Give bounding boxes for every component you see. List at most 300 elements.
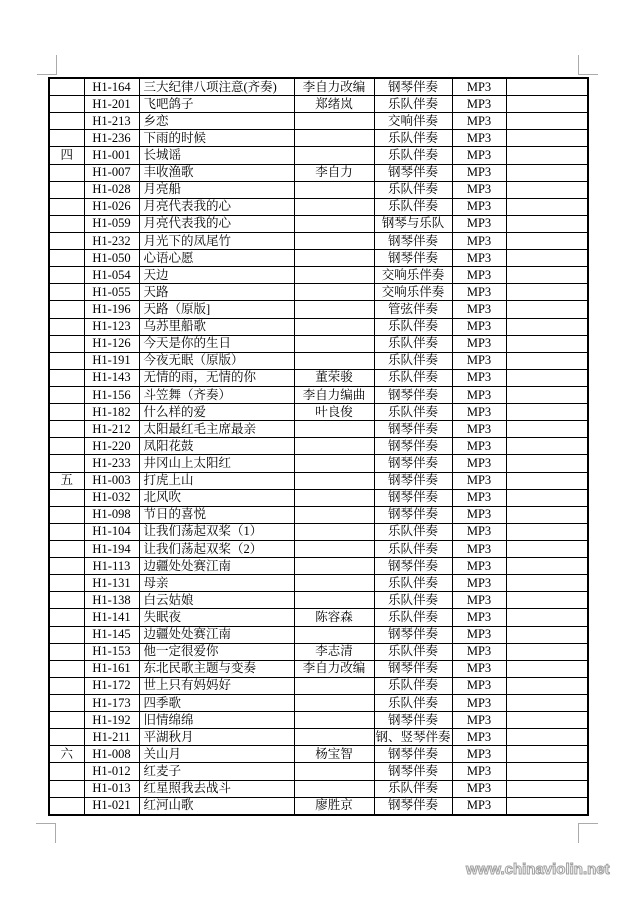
cell-notes [506,763,588,780]
cell-format: MP3 [452,215,506,232]
table-row [49,438,588,455]
cell-accompaniment: 钢琴伴奏 [374,455,452,472]
cell-accompaniment: 钢琴伴奏 [374,489,452,506]
cell-section [49,523,84,540]
cell-notes [506,575,588,592]
cell-format: MP3 [452,609,506,626]
cell-section [49,130,84,147]
cell-accompaniment: 乐队伴奏 [374,352,452,369]
cell-notes [506,164,588,181]
cell-format: MP3 [452,198,506,215]
cell-title: 今夜无眠（原版） [139,352,294,369]
table-row [49,780,588,797]
margin-mark-top-right [578,55,598,75]
cell-section [49,575,84,592]
cell-id: H1-192 [84,712,139,729]
cell-id: H1-113 [84,558,139,575]
cell-format: MP3 [452,113,506,130]
cell-title: 让我们荡起双桨（1） [139,523,294,540]
cell-notes [506,181,588,198]
cell-accompaniment: 管弦伴奏 [374,301,452,318]
cell-format: MP3 [452,643,506,660]
cell-section [49,421,84,438]
cell-section [49,250,84,267]
cell-arranger: 杨宝智 [294,746,374,763]
cell-accompaniment: 钢琴与乐队 [374,215,452,232]
cell-format: MP3 [452,438,506,455]
cell-notes [506,301,588,318]
cell-section: 六 [49,746,84,763]
cell-accompaniment: 交响乐伴奏 [374,284,452,301]
cell-format: MP3 [452,763,506,780]
cell-accompaniment: 钢琴伴奏 [374,626,452,643]
table-row [49,335,588,352]
table-row [49,147,588,164]
table-row [49,352,588,369]
cell-accompaniment: 钢琴伴奏 [374,387,452,404]
cell-section [49,301,84,318]
cell-format: MP3 [452,558,506,575]
cell-accompaniment: 钢琴伴奏 [374,233,452,250]
cell-format: MP3 [452,318,506,335]
table-row [49,626,588,643]
cell-format: MP3 [452,455,506,472]
cell-title: 太阳最红毛主席最亲 [139,421,294,438]
cell-title: 月亮代表我的心 [139,215,294,232]
cell-title: 乡恋 [139,113,294,130]
cell-section [49,113,84,130]
cell-arranger [294,694,374,711]
table-row [49,506,588,523]
cell-id: H1-220 [84,438,139,455]
cell-arranger [294,352,374,369]
cell-title: 打虎上山 [139,472,294,489]
cell-notes [506,489,588,506]
cell-notes [506,369,588,386]
cell-notes [506,352,588,369]
cell-arranger [294,438,374,455]
cell-accompaniment: 乐队伴奏 [374,592,452,609]
cell-accompaniment: 乐队伴奏 [374,335,452,352]
cell-id: H1-123 [84,318,139,335]
table-row [49,96,588,113]
cell-section [49,712,84,729]
cell-id: H1-126 [84,335,139,352]
cell-title: 丰收渔歌 [139,164,294,181]
table-row [49,540,588,557]
cell-accompaniment: 乐队伴奏 [374,130,452,147]
margin-mark-bottom-left [36,823,56,843]
cell-notes [506,643,588,660]
cell-notes [506,267,588,284]
cell-format: MP3 [452,164,506,181]
cell-format: MP3 [452,797,506,815]
cell-section [49,643,84,660]
cell-title: 心语心愿 [139,250,294,267]
cell-notes [506,780,588,797]
cell-section [49,729,84,746]
cell-accompaniment: 交响伴奏 [374,113,452,130]
cell-notes [506,797,588,815]
cell-notes [506,592,588,609]
table-row [49,472,588,489]
cell-accompaniment: 钢琴伴奏 [374,472,452,489]
table-row [49,558,588,575]
cell-notes [506,712,588,729]
cell-section [49,592,84,609]
cell-title: 天路 [139,284,294,301]
cell-format: MP3 [452,421,506,438]
cell-notes [506,506,588,523]
cell-section [49,455,84,472]
cell-accompaniment: 钢琴伴奏 [374,438,452,455]
cell-arranger [294,472,374,489]
cell-format: MP3 [452,780,506,797]
cell-accompaniment: 乐队伴奏 [374,677,452,694]
cell-id: H1-131 [84,575,139,592]
cell-id: H1-196 [84,301,139,318]
cell-id: H1-201 [84,96,139,113]
cell-id: H1-182 [84,404,139,421]
cell-notes [506,284,588,301]
cell-title: 井冈山上太阳红 [139,455,294,472]
table-row [49,421,588,438]
cell-title: 失眠夜 [139,609,294,626]
cell-title: 月亮船 [139,181,294,198]
cell-arranger [294,147,374,164]
cell-notes [506,404,588,421]
cell-arranger [294,677,374,694]
cell-accompaniment: 乐队伴奏 [374,575,452,592]
table-row [49,198,588,215]
cell-title: 让我们荡起双桨（2） [139,540,294,557]
cell-title: 月光下的凤尾竹 [139,233,294,250]
cell-id: H1-059 [84,215,139,232]
cell-title: 世上只有妈妈好 [139,677,294,694]
repertoire-table [48,77,589,816]
cell-section [49,489,84,506]
cell-arranger: 董荣骏 [294,369,374,386]
cell-arranger: 郑绪岚 [294,96,374,113]
cell-arranger [294,626,374,643]
cell-section [49,404,84,421]
cell-arranger [294,763,374,780]
cell-arranger: 廖胜京 [294,797,374,815]
cell-notes [506,660,588,677]
cell-format: MP3 [452,489,506,506]
cell-arranger [294,506,374,523]
cell-arranger [294,181,374,198]
cell-id: H1-211 [84,729,139,746]
cell-title: 长城谣 [139,147,294,164]
cell-title: 母亲 [139,575,294,592]
table-row [49,387,588,404]
cell-arranger: 李自力编曲 [294,387,374,404]
cell-section [49,267,84,284]
cell-id: H1-001 [84,147,139,164]
cell-arranger [294,421,374,438]
cell-id: H1-212 [84,421,139,438]
cell-notes [506,335,588,352]
table-row [49,455,588,472]
cell-id: H1-194 [84,540,139,557]
cell-notes [506,626,588,643]
cell-id: H1-104 [84,523,139,540]
cell-accompaniment: 钢琴伴奏 [374,660,452,677]
cell-format: MP3 [452,729,506,746]
cell-id: H1-156 [84,387,139,404]
cell-format: MP3 [452,352,506,369]
cell-notes [506,215,588,232]
cell-title: 关山月 [139,746,294,763]
cell-accompaniment: 钢琴伴奏 [374,763,452,780]
cell-id: H1-026 [84,198,139,215]
cell-section [49,558,84,575]
cell-id: H1-161 [84,660,139,677]
cell-arranger [294,250,374,267]
cell-section [49,626,84,643]
cell-arranger [294,215,374,232]
table-row [49,215,588,232]
cell-id: H1-008 [84,746,139,763]
cell-format: MP3 [452,677,506,694]
cell-format: MP3 [452,267,506,284]
margin-mark-top-left [37,55,57,75]
cell-id: H1-164 [84,78,139,96]
table-row [49,694,588,711]
cell-notes [506,540,588,557]
table-row [49,78,588,96]
table-row [49,489,588,506]
cell-arranger [294,455,374,472]
table-row [49,130,588,147]
cell-format: MP3 [452,387,506,404]
cell-notes [506,250,588,267]
cell-format: MP3 [452,301,506,318]
cell-id: H1-007 [84,164,139,181]
cell-accompaniment: 乐队伴奏 [374,369,452,386]
cell-accompaniment: 乐队伴奏 [374,96,452,113]
table-row [49,575,588,592]
cell-notes [506,78,588,96]
cell-accompaniment: 钢琴伴奏 [374,506,452,523]
cell-title: 白云姑娘 [139,592,294,609]
cell-format: MP3 [452,250,506,267]
cell-id: H1-141 [84,609,139,626]
cell-format: MP3 [452,233,506,250]
cell-title: 乌苏里船歌 [139,318,294,335]
cell-format: MP3 [452,147,506,164]
cell-id: H1-145 [84,626,139,643]
cell-title: 红麦子 [139,763,294,780]
cell-title: 无情的雨，无情的你 [139,369,294,386]
table-row [49,660,588,677]
cell-arranger: 李自力 [294,164,374,181]
table-row [49,301,588,318]
cell-accompaniment: 钢琴伴奏 [374,421,452,438]
cell-section [49,215,84,232]
cell-accompaniment: 乐队伴奏 [374,523,452,540]
cell-accompaniment: 乐队伴奏 [374,404,452,421]
cell-accompaniment: 乐队伴奏 [374,181,452,198]
cell-title: 旧情绵绵 [139,712,294,729]
cell-format: MP3 [452,523,506,540]
cell-notes [506,438,588,455]
cell-section [49,164,84,181]
cell-id: H1-098 [84,506,139,523]
cell-id: H1-172 [84,677,139,694]
cell-id: H1-233 [84,455,139,472]
table-row [49,318,588,335]
cell-id: H1-191 [84,352,139,369]
cell-section [49,797,84,815]
cell-format: MP3 [452,78,506,96]
cell-title: 节日的喜悦 [139,506,294,523]
cell-notes [506,523,588,540]
table-row [49,609,588,626]
cell-format: MP3 [452,575,506,592]
cell-accompaniment: 乐队伴奏 [374,318,452,335]
cell-format: MP3 [452,284,506,301]
cell-section [49,506,84,523]
table-row [49,643,588,660]
cell-id: H1-054 [84,267,139,284]
cell-format: MP3 [452,404,506,421]
cell-section: 五 [49,472,84,489]
cell-accompaniment: 乐队伴奏 [374,694,452,711]
cell-section [49,352,84,369]
cell-title: 边疆处处赛江南 [139,626,294,643]
cell-notes [506,113,588,130]
cell-accompaniment: 乐队伴奏 [374,609,452,626]
cell-format: MP3 [452,506,506,523]
cell-notes [506,233,588,250]
cell-id: H1-153 [84,643,139,660]
cell-section [49,284,84,301]
cell-notes [506,746,588,763]
cell-section [49,540,84,557]
cell-arranger [294,198,374,215]
cell-id: H1-138 [84,592,139,609]
cell-arranger [294,592,374,609]
table-row [49,284,588,301]
cell-title: 什么样的爱 [139,404,294,421]
cell-accompaniment: 钢琴伴奏 [374,712,452,729]
cell-id: H1-003 [84,472,139,489]
cell-accompaniment: 钢琴伴奏 [374,558,452,575]
cell-format: MP3 [452,592,506,609]
cell-title: 天路（原版] [139,301,294,318]
cell-arranger: 叶良俊 [294,404,374,421]
cell-arranger: 李自力改编 [294,78,374,96]
cell-section [49,609,84,626]
cell-id: H1-028 [84,181,139,198]
cell-format: MP3 [452,472,506,489]
table-row [49,523,588,540]
cell-title: 斗笠舞（齐奏） [139,387,294,404]
table-row [49,164,588,181]
cell-section [49,181,84,198]
cell-format: MP3 [452,660,506,677]
cell-accompaniment: 乐队伴奏 [374,643,452,660]
table-row [49,181,588,198]
table-row [49,797,588,815]
cell-arranger: 陈容森 [294,609,374,626]
cell-notes [506,198,588,215]
cell-notes [506,729,588,746]
cell-format: MP3 [452,369,506,386]
watermark: www.chinaviolin.net [466,861,610,878]
cell-title: 天边 [139,267,294,284]
cell-section [49,780,84,797]
cell-id: H1-050 [84,250,139,267]
cell-section [49,763,84,780]
cell-notes [506,677,588,694]
cell-arranger [294,233,374,250]
cell-notes [506,387,588,404]
cell-arranger: 李自力改编 [294,660,374,677]
cell-accompaniment: 乐队伴奏 [374,780,452,797]
cell-section [49,660,84,677]
cell-id: H1-055 [84,284,139,301]
table-row [49,113,588,130]
cell-title: 平湖秋月 [139,729,294,746]
cell-section [49,694,84,711]
cell-id: H1-032 [84,489,139,506]
cell-section [49,677,84,694]
cell-arranger [294,301,374,318]
margin-mark-bottom-right [578,823,598,843]
cell-id: H1-012 [84,763,139,780]
cell-format: MP3 [452,335,506,352]
cell-section [49,387,84,404]
cell-format: MP3 [452,746,506,763]
cell-title: 红河山歌 [139,797,294,815]
cell-section [49,335,84,352]
cell-accompaniment: 钢琴伴奏 [374,164,452,181]
cell-notes [506,558,588,575]
cell-title: 凤阳花鼓 [139,438,294,455]
table-row [49,729,588,746]
cell-notes [506,455,588,472]
cell-format: MP3 [452,694,506,711]
cell-accompaniment: 钢、竖琴伴奏 [374,729,452,746]
cell-notes [506,318,588,335]
cell-title: 三大纪律八项注意(齐奏) [139,78,294,96]
cell-id: H1-021 [84,797,139,815]
cell-id: H1-013 [84,780,139,797]
cell-arranger [294,575,374,592]
cell-notes [506,147,588,164]
table-row [49,267,588,284]
cell-format: MP3 [452,540,506,557]
cell-format: MP3 [452,626,506,643]
cell-section [49,78,84,96]
cell-notes [506,96,588,113]
cell-section [49,96,84,113]
cell-title: 北风吹 [139,489,294,506]
cell-accompaniment: 交响乐伴奏 [374,267,452,284]
cell-id: H1-213 [84,113,139,130]
cell-section [49,198,84,215]
cell-title: 四季歌 [139,694,294,711]
cell-accompaniment: 钢琴伴奏 [374,746,452,763]
cell-format: MP3 [452,130,506,147]
cell-arranger [294,335,374,352]
table-row [49,369,588,386]
table-row [49,250,588,267]
table-row [49,712,588,729]
